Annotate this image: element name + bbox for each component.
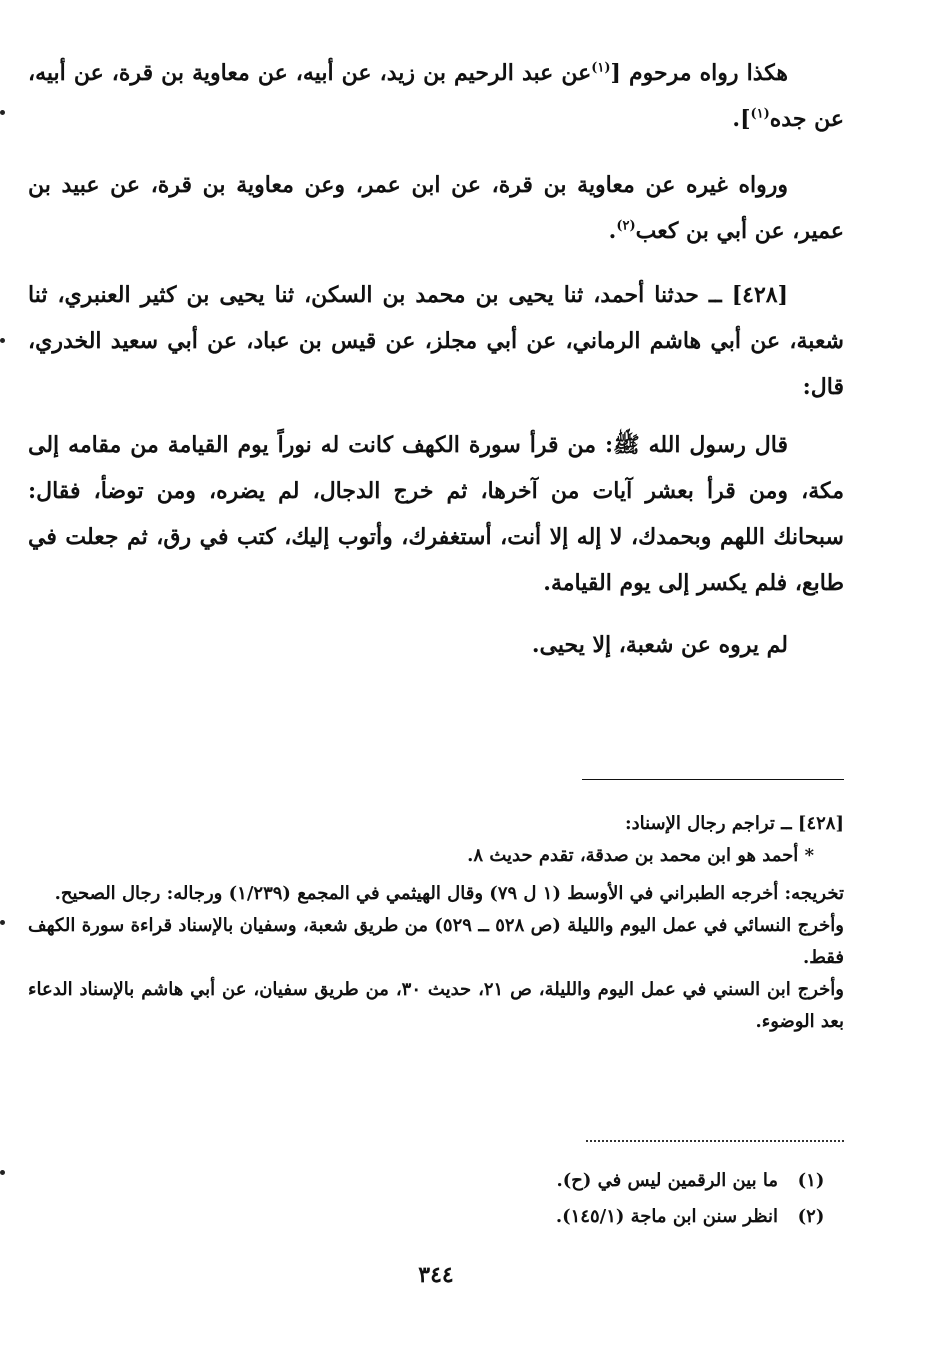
- footnote: [28, 1166, 844, 1196]
- para1-part-c: ].: [732, 106, 751, 132]
- para1-part-a: هكذا رواه مرحوم [: [610, 60, 788, 86]
- paragraph-matn: قال رسول الله ﷺ: من قرأ سورة الكهف كانت له نوراً يوم القيامة من مقامه إلى مكة، ومن قرأ بعشر آيات من آخرها، ثم خرج الدجال، لم يضره، ومن توضأ، فقال: سبحانك اللهم وبحمدك، لا إله إلا أنت، أستغفرك، وأتوب إليك، كتب في رق، ثم جعلت في طابع، فلم يكسر إلى يوم القيامة.: [28, 432, 844, 596]
- paragraph-2: [28, 162, 844, 254]
- margin-mark: [0, 338, 5, 343]
- para1-part-b: عن عبد الرحيم بن زيد، عن أبيه، عن معاوية بن قرة، عن أبيه، عن جده: [28, 60, 844, 132]
- notes-sunni: وأخرج ابن السني في عمل اليوم والليلة، ص ٢١، حديث ٣٠، من طريق سفيان، عن أبي هاشم بالإسناد الدعاء بعد الوضوء.: [28, 979, 844, 1032]
- footnote-ref: (١): [591, 60, 611, 76]
- notes-item: [28, 840, 844, 872]
- paragraph-hadith-428: [28, 272, 844, 410]
- notes-item-text: أحمد هو ابن محمد بن صدقة، تقدم حديث ٨.: [467, 845, 799, 866]
- notes-takhrij: تخريجه: أخرجه الطبراني في الأوسط (١ ل ٧٩) وقال الهيثمي في المجمع (١/٢٣٩) ورجاله: رجال الصحيح.: [54, 883, 844, 904]
- footnote: [28, 1202, 844, 1232]
- margin-mark: [0, 920, 5, 925]
- page: [28, 40, 844, 1340]
- isnad-text: ثنا يحيى بن محمد بن السكن، ثنا يحيى بن كثير العنبري، ثنا شعبة، عن أبي هاشم الرماني، عن أبي مجلز، عن قيس بن عباد، عن أبي سعيد الخدري، قال:: [28, 282, 844, 400]
- paragraph-closing: لم يروه عن شعبة، إلا يحيى.: [531, 632, 788, 658]
- footnote-text: ما بين الرقمين ليس في (ح).: [556, 1170, 778, 1191]
- footnote-text: انظر سنن ابن ماجة (١٤٥/١).: [555, 1206, 778, 1227]
- footnote-ref: (١): [750, 106, 770, 122]
- footnote-ref: (٢): [616, 218, 636, 234]
- para2-part-a: ورواه غيره عن معاوية بن قرة، عن ابن عمر، وعن معاوية بن قرة، عن عبيد بن عمير، عن أبي بن كعب: [28, 172, 844, 244]
- notes-divider: [582, 779, 844, 780]
- commentary-notes: [28, 808, 844, 1038]
- margin-mark: [0, 110, 5, 115]
- para2-part-b: .: [608, 218, 617, 244]
- footnotes-divider: [586, 1140, 844, 1142]
- page-number: ٣٤٤: [418, 1262, 454, 1288]
- margin-mark: [0, 1170, 5, 1175]
- footnote-number: (١): [797, 1170, 825, 1191]
- footnote-number: (٢): [797, 1206, 825, 1227]
- notes-heading: [٤٢٨] ــ تراجم رجال الإسناد:: [624, 813, 844, 834]
- hadith-number: [٤٢٨] ــ حدثنا أحمد،: [593, 282, 789, 308]
- paragraph-1: [28, 50, 844, 142]
- notes-nasai: وأخرج النسائي في عمل اليوم والليلة (ص ٥٢٨ ــ ٥٢٩) من طريق شعبة، وسفيان بالإسناد قراءة سورة الكهف فقط.: [28, 915, 844, 968]
- bullet-icon: *: [804, 845, 814, 866]
